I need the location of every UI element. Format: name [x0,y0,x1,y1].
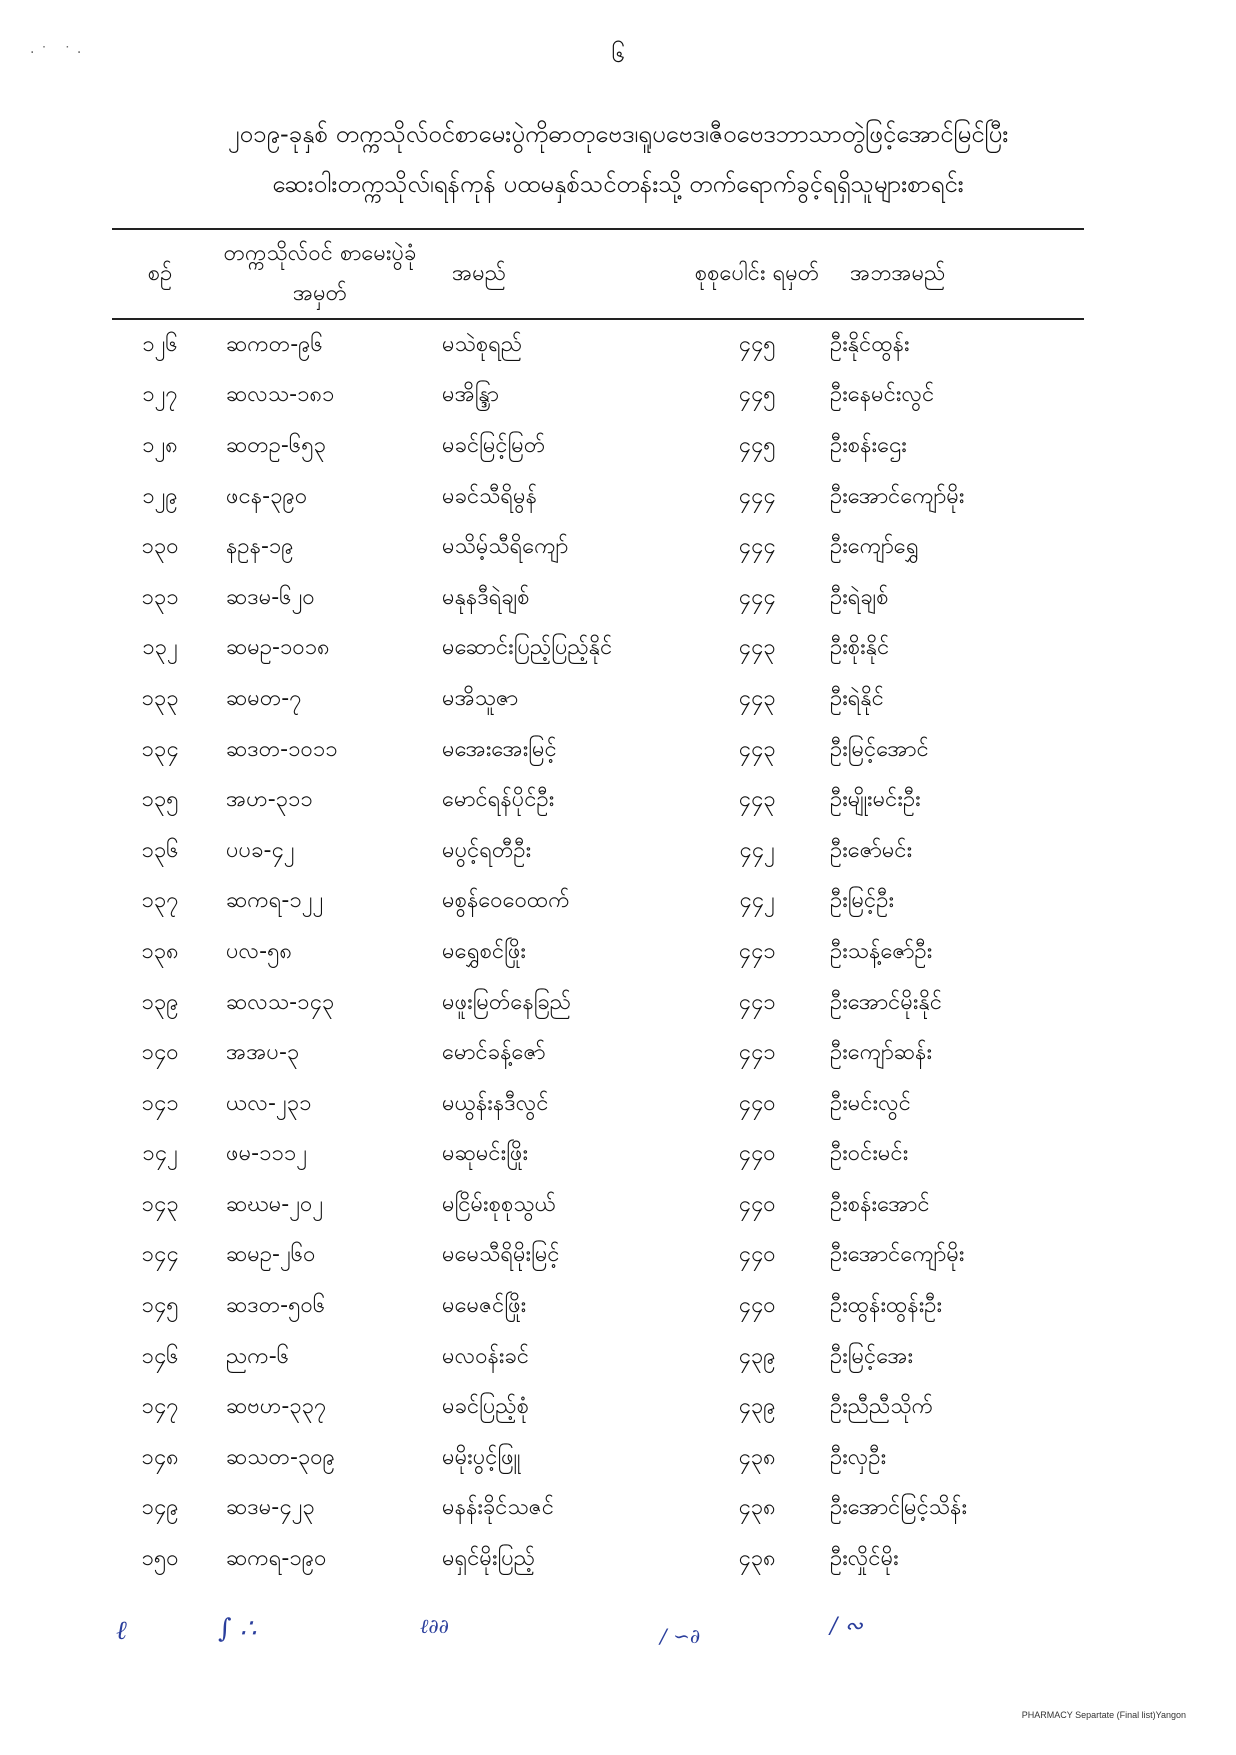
page-number: ၆ [611,40,625,68]
cell-serial: ၁၃၆ [141,837,179,863]
cell-name: မခင်ပြည့်စုံ [442,1394,530,1420]
cell-serial: ၁၂၆ [142,331,178,357]
cell-total-marks: ၄၄၀ [738,1293,776,1319]
cell-roll-number: အအပ-၃ [226,1040,300,1066]
cell-roll-number: ဆကတ-၉၆ [226,331,323,357]
cell-father-name: ဦးအောင်မိုးနိုင် [830,989,943,1015]
cell-serial: ၁၃၈ [141,938,179,964]
cell-serial: ၁၃၁ [141,584,179,610]
cell-father-name: ဦးရဲချစ် [830,584,889,610]
cell-serial: ၁၃၄ [141,736,179,762]
signature-3: ℓ∂∂ [420,1614,450,1638]
cell-roll-number: ဆမဥ-၁၀၁၈ [226,635,330,661]
table-row [112,1079,1084,1130]
cell-name: မစွန်ဝေဝေထက် [442,888,570,914]
cell-name: မသဲစုရည် [442,331,523,357]
cell-father-name: ဦးမျိုးမင်းဦး [830,787,921,813]
cell-serial: ၁၃၅ [141,787,179,813]
table-row [112,1130,1084,1181]
document-title-line-2: ဆေးဝါးတက္ကသိုလ်၊ရန်ကုန် ပထမနှစ်သင်တန်းသို့ တက်ရောက်ခွင့်ရရှိသူများစာရင်း [272,170,964,198]
cell-name: မသိမ့်သီရိကျော် [442,534,569,560]
cell-serial: ၁၄၂ [142,1141,178,1167]
cell-name: မောင်ခန့်ဇော် [442,1040,546,1066]
cell-total-marks: ၄၄၂ [739,837,775,863]
cell-father-name: ဦးအောင်ကျော်မိုး [830,1242,965,1268]
cell-serial: ၁၄၅ [141,1293,179,1319]
cell-roll-number: ဖငန-၃၉၀ [226,483,308,509]
cell-name: မမေဇင်ဖြိုး [442,1293,527,1319]
table-header-row [112,229,1084,319]
cell-serial: ၁၄၈ [141,1444,179,1470]
cell-roll-number: ပပခ-၄၂ [226,837,295,863]
cell-total-marks: ၄၃၉ [738,1394,776,1420]
header-serial: စဉ် [147,261,173,286]
cell-roll-number: နဥန-၁၉ [226,534,294,560]
signature-2: ∫ ∴ [218,1614,257,1644]
header-total-marks: စုစုပေါင်း ရမှတ် [694,261,820,286]
table-row [112,522,1084,573]
cell-total-marks: ၄၄၀ [738,1090,776,1116]
cell-total-marks: ၄၃၈ [738,1546,776,1572]
cell-serial: ၁၄၄ [141,1242,179,1268]
cell-name: မဆုမင်းဖြိုး [442,1141,529,1167]
cell-father-name: ဦးအောင်ကျော်မိုး [830,483,965,509]
cell-serial: ၁၄၉ [141,1495,179,1521]
table-row [112,319,1084,371]
cell-total-marks: ၄၄၃ [738,736,776,762]
table-row [112,1484,1084,1535]
cell-name: မနုနဒီရဲချစ် [442,584,530,610]
cell-name: မပွင့်ရတီဦး [442,837,532,863]
cell-total-marks: ၄၄၀ [738,1242,776,1268]
cell-name: မမေသီရိမိုးမြင့် [442,1242,560,1268]
cell-total-marks: ၄၄၀ [738,1141,776,1167]
table-row [112,421,1084,472]
cell-serial: ၁၂၇ [142,382,178,408]
cell-father-name: ဦးကျော်ရွှေ [830,534,919,560]
cell-roll-number: ဆတဥ-၆၅၃ [226,432,326,458]
cell-serial: ၁၄၀ [141,1040,179,1066]
cell-father-name: ဦးညီညီသိုက် [830,1394,934,1420]
cell-total-marks: ၄၄၁ [738,989,776,1015]
cell-name: မမိုးပွင့်ဖြူ [442,1444,521,1470]
cell-total-marks: ၄၃၈ [738,1444,776,1470]
cell-father-name: ဦးမြင့်ဦး [830,888,895,914]
cell-roll-number: ညက-၆ [226,1343,290,1369]
cell-roll-number: ဖမ-၁၁၁၂ [226,1141,308,1167]
signature-row [112,1610,1084,1680]
cell-name: မငြိမ်းစုစုသွယ် [442,1191,556,1217]
cell-serial: ၁၂၉ [142,483,178,509]
table-row [112,371,1084,422]
table-row [112,1180,1084,1231]
cell-serial: ၁၂၈ [142,432,178,458]
cell-serial: ၁၄၁ [141,1090,179,1116]
cell-serial: ၁၅၀ [141,1546,179,1572]
cell-name: မခင်မြင့်မြတ် [442,432,546,458]
admission-list-table [112,228,1084,1585]
document-title-line-1: ၂၀၁၉-ခုနှစ် တက္ကသိုလ်ဝင်စာမေးပွဲကိုဓာတုဗေဒ၊ရူပဗေဒ၊ဇီဝဗေဒဘာသာတွဲဖြင့်အောင်မြင်ပြီး [227,120,1009,148]
cell-father-name: ဦးမင်းလွင် [830,1090,911,1116]
cell-serial: ၁၃၉ [141,989,179,1015]
table-row [112,877,1084,928]
table-body [112,319,1084,1585]
table-row [112,1534,1084,1585]
cell-roll-number: ဆကရ-၁၂၂ [226,888,324,914]
table-row [112,1332,1084,1383]
cell-roll-number: ဆကရ-၁၉၀ [226,1546,327,1572]
cell-roll-number: ဆဃမ-၂၀၂ [226,1191,324,1217]
cell-name: မအိသူဇာ [442,685,519,711]
cell-total-marks: ၄၄၀ [738,1191,776,1217]
cell-father-name: ဦးကျော်ဆန်း [830,1040,933,1066]
table-row [112,826,1084,877]
cell-serial: ၁၄၇ [141,1394,179,1420]
cell-father-name: ဦးနေမင်းလွင် [830,382,935,408]
header-name: အမည် [452,261,507,286]
cell-total-marks: ၄၄၅ [738,382,776,408]
cell-name: မအေးအေးမြင့် [442,736,557,762]
cell-total-marks: ၄၄၄ [738,584,776,610]
cell-roll-number: ဆမတ-၇ [226,685,302,711]
cell-total-marks: ၄၄၃ [738,685,776,711]
cell-father-name: ဦးစန်းအောင် [830,1191,930,1217]
table-row [112,725,1084,776]
cell-name: မရှင်မိုးပြည့် [442,1546,536,1572]
cell-name: မောင်ရန်ပိုင်ဦး [442,787,555,813]
cell-name: မရွှေစင်ဖြိုး [442,938,527,964]
signature-1: ℓ [116,1616,127,1646]
cell-total-marks: ၄၄၄ [738,483,776,509]
table-row [112,1382,1084,1433]
table-row [112,1281,1084,1332]
cell-roll-number: ဆဒတ-၁၀၁၁ [226,736,338,762]
scan-specks: ·˙ ˙· [30,45,88,61]
table-row [112,1028,1084,1079]
table-row [112,775,1084,826]
table-row [112,927,1084,978]
cell-total-marks: ၄၄၃ [738,787,776,813]
table-row [112,674,1084,725]
cell-roll-number: အဟ-၃၁၁ [226,787,313,813]
cell-total-marks: ၄၄၅ [738,331,776,357]
cell-serial: ၁၄၃ [141,1191,179,1217]
cell-name: မခင်သီရိမွန် [442,483,538,509]
signature-4: / ∽∂ [660,1624,701,1648]
header-roll-number: တက္ကသိုလ်ဝင် စာမေးပွဲခုံအမှတ် [223,241,417,306]
cell-father-name: ဦးစန်းဌေး [830,432,907,458]
cell-father-name: ဦးသန့်ဇော်ဦး [830,938,933,964]
table-row [112,978,1084,1029]
footer-note: PHARMACY Separtate (Final list)Yangon [1021,1710,1186,1720]
signature-5: / ∾ [830,1614,863,1639]
cell-name: မဖူးမြတ်နေခြည် [442,989,572,1015]
table-row [112,624,1084,675]
cell-roll-number: ဆလသ-၁၄၃ [226,989,335,1015]
table-row [112,1231,1084,1282]
cell-roll-number: ယလ-၂၃၁ [226,1090,312,1116]
cell-roll-number: ဆဗဟ-၃၃၇ [226,1394,327,1420]
cell-serial: ၁၃၀ [141,534,179,560]
cell-total-marks: ၄၃၉ [738,1343,776,1369]
cell-total-marks: ၄၄၁ [738,938,776,964]
cell-father-name: ဦးစိုးနိုင် [830,635,890,661]
cell-father-name: ဦးနိုင်ထွန်း [830,331,910,357]
cell-roll-number: ဆလသ-၁၈၁ [226,382,335,408]
cell-roll-number: ဆမဥ-၂၆၀ [226,1242,316,1268]
cell-father-name: ဦးရဲနိုင် [830,685,884,711]
cell-father-name: ဦးအောင်မြင့်သိန်း [830,1495,968,1521]
cell-father-name: ဦးလှဦး [830,1444,887,1470]
cell-name: မဆောင်းပြည့်ပြည့်နိုင် [442,635,613,661]
header-father-name: အဘအမည် [850,261,946,286]
cell-total-marks: ၄၄၅ [738,432,776,458]
cell-roll-number: ဆဒမ-၆၂၀ [226,584,315,610]
table-row [112,573,1084,624]
table-row [112,472,1084,523]
cell-father-name: ဦးဝင်းမင်း [830,1141,909,1167]
cell-name: မလဝန်းခင် [442,1343,530,1369]
cell-roll-number: ပလ-၅၈ [226,938,293,964]
cell-total-marks: ၄၄၄ [738,534,776,560]
cell-total-marks: ၄၄၂ [739,888,775,914]
cell-father-name: ဦးဇော်မင်း [830,837,913,863]
cell-name: မနန်းခိုင်သဇင် [442,1495,555,1521]
cell-name: မယွန်းနဒီလွင် [442,1090,549,1116]
cell-roll-number: ဆသတ-၃၀၉ [226,1444,336,1470]
cell-total-marks: ၄၄၁ [738,1040,776,1066]
table-row [112,1433,1084,1484]
cell-total-marks: ၄၃၈ [738,1495,776,1521]
cell-name: မအိန္ဒြာ [442,382,499,408]
cell-father-name: ဦးမြင့်အေး [830,1343,914,1369]
cell-roll-number: ဆဒမ-၄၂၃ [226,1495,315,1521]
cell-serial: ၁၃၂ [142,635,178,661]
cell-father-name: ဦးထွန်းထွန်းဦး [830,1293,943,1319]
cell-serial: ၁၃၇ [141,888,179,914]
cell-roll-number: ဆဒတ-၅၀၆ [226,1293,326,1319]
cell-serial: ၁၄၆ [141,1343,179,1369]
cell-father-name: ဦးမြင့်အောင် [830,736,929,762]
cell-father-name: ဦးလှိုင်မိုး [830,1546,899,1572]
cell-serial: ၁၃၃ [141,685,179,711]
cell-total-marks: ၄၄၃ [738,635,776,661]
